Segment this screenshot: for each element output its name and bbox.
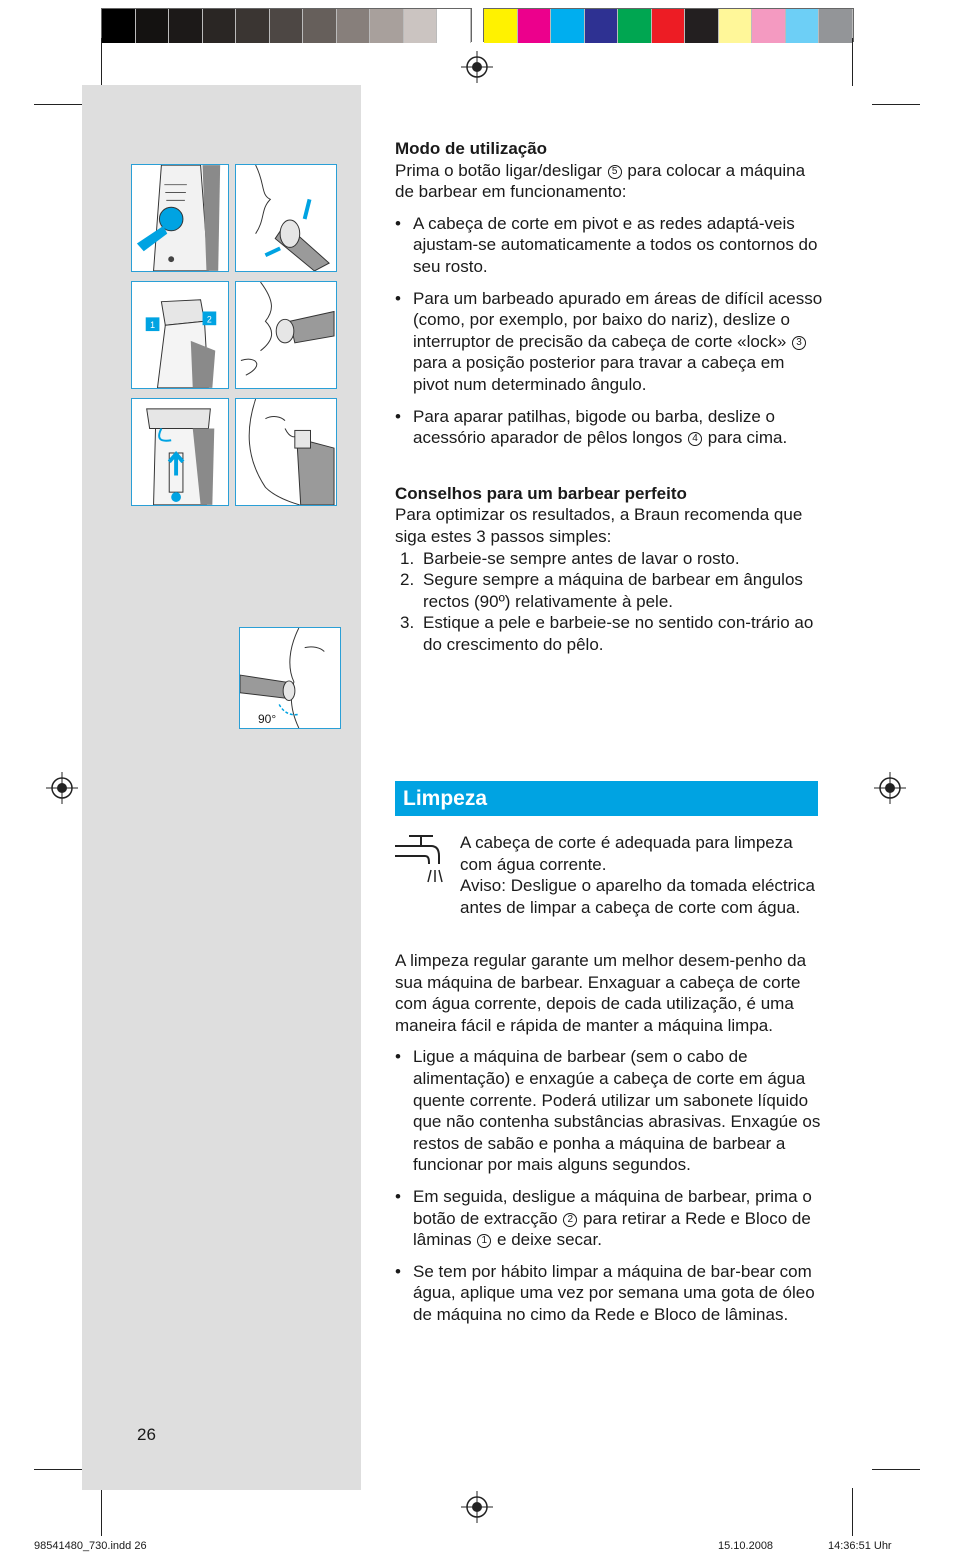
crop-mark <box>34 1469 82 1470</box>
tap-water-note: A cabeça de corte é adequada para limpeza com água corrente. Aviso: Desligue o aparelho da tomada eléctrica antes de limpar a cabeça de corte com água. <box>460 833 816 917</box>
section-heading: Modo de utilização <box>395 139 548 158</box>
color-swatch <box>303 9 337 43</box>
shaving-face-illustration <box>235 164 337 272</box>
color-swatch <box>337 9 371 43</box>
usage-section <box>395 138 823 655</box>
svg-text:2: 2 <box>206 314 212 325</box>
color-swatch <box>404 9 438 43</box>
color-swatch <box>102 9 136 43</box>
crop-mark <box>101 38 102 86</box>
number-badge: 5 <box>608 165 622 179</box>
svg-text:1: 1 <box>150 320 156 331</box>
crop-mark <box>34 104 82 105</box>
crop-mark <box>852 1488 853 1536</box>
color-swatch <box>370 9 404 43</box>
registration-mark-icon <box>46 772 78 804</box>
process-color-bar <box>483 8 854 42</box>
number-badge: 3 <box>792 336 806 350</box>
color-swatch <box>484 9 518 43</box>
number-badge: 4 <box>688 432 702 446</box>
list-item: • Para aparar patilhas, bigode ou barba, deslize o acessório aparador de pêlos longos 4 para cima. <box>395 406 823 449</box>
step-number: 3. <box>400 613 415 633</box>
cleaning-paragraph: A limpeza regular garante um melhor desem-penho da sua máquina de barbear. Enxaguar a cabeça de corte com água corrente, depois de cada utilização, é uma maneira fácil e rápida de manter a máquina limpa. <box>395 951 807 1035</box>
color-swatch <box>652 9 686 43</box>
registration-mark-icon <box>461 51 493 83</box>
crop-mark <box>101 1488 102 1536</box>
color-swatch <box>518 9 552 43</box>
crop-mark <box>872 104 920 105</box>
list-item: • A cabeça de corte em pivot e as redes adaptá-veis ajustam-se automaticamente a todos os contornos do seu rosto. <box>395 213 823 278</box>
list-item: • Ligue a máquina de barbear (sem o cabo de alimentação) e enxagúe a cabeça de corte em água quente corrente. Poderá utilizar um sabonete líquido que não contenha substâncias abrasivas. Enxagúe os restos de sabão e ponha a máquina de barbear a funcionar por mais alguns segundos. <box>395 1046 823 1176</box>
nose-area-shaving-illustration <box>235 281 337 389</box>
step-number: 2. <box>400 570 415 590</box>
footer-time: 14:36:51 Uhr <box>828 1540 892 1552</box>
color-swatch <box>719 9 753 43</box>
color-swatch <box>169 9 203 43</box>
number-badge: 2 <box>563 1213 577 1227</box>
crop-mark <box>872 1469 920 1470</box>
step-text: Segure sempre a máquina de barbear em ângulos rectos (90º) relativamente à pele. <box>423 570 803 611</box>
cleaning-body <box>395 950 823 1326</box>
step-number: 1. <box>400 548 415 568</box>
color-swatch <box>819 9 853 43</box>
step-text: Estique a pele e barbeie-se no sentido con-trário ao do crescimento do pêlo. <box>423 613 814 654</box>
ninety-degree-shaving-illustration <box>239 627 341 729</box>
footer-filename: 98541480_730.indd 26 <box>34 1540 147 1552</box>
footer-date: 15.10.2008 <box>718 1540 774 1552</box>
angle-label: 90° <box>258 712 277 726</box>
page-number: 26 <box>137 1425 156 1444</box>
greyscale-color-bar <box>101 8 472 42</box>
intro-paragraph: Para optimizar os resultados, a Braun recomenda que siga estes 3 passos simples: <box>395 505 803 546</box>
cleaning-section-title: Limpeza <box>395 781 818 816</box>
color-swatch <box>786 9 820 43</box>
color-swatch <box>203 9 237 43</box>
trimmer-extend-illustration <box>131 398 229 506</box>
crop-mark <box>852 38 853 86</box>
steps-list <box>395 548 823 656</box>
color-swatch <box>551 9 585 43</box>
step-text: Barbeie-se sempre antes de lavar o rosto. <box>423 548 740 568</box>
list-item: • Em seguida, desligue a máquina de barbear, prima o botão de extracção 2 para retirar a Rede e Bloco de lâminas 1 e deixe secar. <box>395 1186 823 1251</box>
number-badge: 1 <box>477 1234 491 1248</box>
color-swatch <box>752 9 786 43</box>
sideburn-trimming-illustration <box>235 398 337 506</box>
shaver-on-button-illustration <box>131 164 229 272</box>
list-item: • Para um barbeado apurado em áreas de difícil acesso (como, por exemplo, por baixo do nariz), deslize o interruptor de precisão da cabeça de corte «lock» 3 para a posição posterior para travar a cabeça em pivot num determinado ângulo. <box>395 288 823 396</box>
precision-lock-illustration <box>131 281 229 389</box>
section-heading: Conselhos para um barbear perfeito <box>395 483 687 503</box>
list-item: • Se tem por hábito limpar a máquina de bar-bear com água, aplique uma vez por semana uma gota de óleo de máquina no cimo da Rede e Bloco de lâminas. <box>395 1261 823 1326</box>
intro-paragraph: Prima o botão ligar/desligar 5 para colocar a máquina de barbear em funcionamento: <box>395 160 806 202</box>
water-tap-icon <box>395 830 455 890</box>
color-swatch <box>437 9 471 43</box>
color-swatch <box>236 9 270 43</box>
color-swatch <box>136 9 170 43</box>
color-swatch <box>685 9 719 43</box>
color-swatch <box>618 9 652 43</box>
registration-mark-icon <box>874 772 906 804</box>
numbered-step <box>395 548 823 570</box>
numbered-step <box>395 569 823 612</box>
color-swatch <box>585 9 619 43</box>
registration-mark-icon <box>461 1491 493 1523</box>
color-swatch <box>270 9 304 43</box>
numbered-step <box>395 612 823 655</box>
